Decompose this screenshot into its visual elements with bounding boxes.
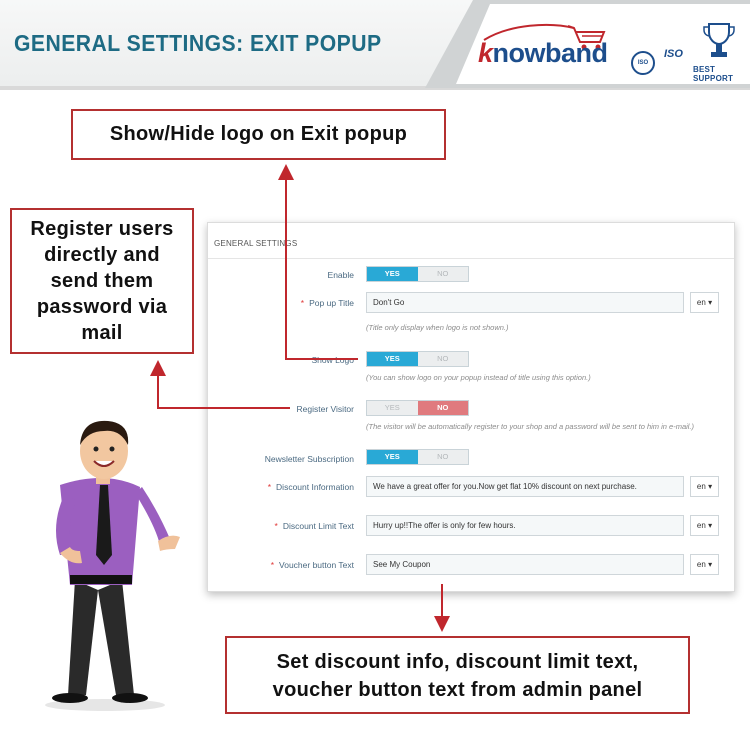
popup-title-input[interactable]: Don't Go bbox=[366, 292, 684, 313]
callout-discount-settings bbox=[225, 636, 690, 714]
callout-line: directly and bbox=[44, 244, 160, 266]
general-settings-panel bbox=[207, 222, 735, 592]
required-marker: * bbox=[274, 521, 278, 531]
required-marker: * bbox=[267, 482, 272, 492]
newsletter-toggle[interactable] bbox=[366, 449, 469, 465]
enable-toggle[interactable] bbox=[366, 266, 469, 282]
caret-down-icon: ▾ bbox=[708, 298, 713, 307]
newsletter-no-option[interactable]: NO bbox=[418, 450, 469, 464]
register-visitor-no-option[interactable]: NO bbox=[418, 401, 469, 415]
callout-line: voucher button text from admin panel bbox=[272, 679, 643, 701]
voucher-text-input[interactable]: See My Coupon bbox=[366, 554, 684, 575]
required-marker: * bbox=[270, 560, 275, 570]
voucher-text-lang-dropdown[interactable] bbox=[690, 554, 719, 575]
discount-limit-lang-dropdown[interactable] bbox=[690, 515, 719, 536]
brand-logo-initial: k bbox=[478, 38, 493, 68]
register-visitor-yes-option[interactable]: YES bbox=[367, 401, 418, 415]
page-title: GENERAL SETTINGS: EXIT POPUP bbox=[14, 30, 382, 56]
panel-divider bbox=[208, 258, 734, 259]
presenter-character-illustration bbox=[20, 415, 190, 715]
show-logo-label: Show Logo bbox=[311, 355, 354, 365]
header-banner bbox=[0, 0, 750, 90]
caret-down-icon: ▾ bbox=[708, 482, 713, 491]
show-logo-help: (You can show logo on your popup instead of title using this option.) bbox=[366, 373, 591, 382]
enable-label: Enable bbox=[327, 270, 354, 280]
brand-logo-text: nowband bbox=[492, 38, 608, 68]
popup-title-label bbox=[301, 298, 354, 308]
best-support-label: BEST SUPPORT bbox=[693, 65, 734, 83]
trophy-icon bbox=[703, 20, 735, 62]
voucher-text-lang-value: en bbox=[696, 560, 706, 569]
voucher-text-label-text: Voucher button Text bbox=[279, 560, 354, 570]
iso-badge-2: ISO bbox=[664, 48, 683, 60]
show-logo-yes-option[interactable]: YES bbox=[367, 352, 418, 366]
panel-heading: GENERAL SETTINGS bbox=[214, 239, 298, 248]
discount-info-label-text: Discount Information bbox=[276, 482, 354, 492]
enable-no-option[interactable]: NO bbox=[418, 267, 469, 281]
caret-down-icon: ▾ bbox=[708, 521, 713, 530]
popup-title-label-text: Pop up Title bbox=[309, 298, 354, 308]
discount-limit-label-text: Discount Limit Text bbox=[282, 521, 354, 531]
enable-yes-option[interactable]: YES bbox=[367, 267, 418, 281]
voucher-text-label bbox=[271, 560, 354, 570]
caret-down-icon: ▾ bbox=[708, 560, 713, 569]
register-visitor-label: Register Visitor bbox=[296, 404, 354, 414]
discount-info-lang-dropdown[interactable] bbox=[690, 476, 719, 497]
discount-limit-input[interactable]: Hurry up!!The offer is only for few hours. bbox=[366, 515, 684, 536]
show-logo-no-option[interactable]: NO bbox=[418, 352, 469, 366]
popup-title-help: (Title only display when logo is not shown.) bbox=[366, 323, 509, 332]
discount-info-input[interactable]: We have a great offer for you.Now get flat 10% discount on next purchase. bbox=[366, 476, 684, 497]
required-marker: * bbox=[300, 298, 305, 308]
callout-register-users bbox=[10, 208, 194, 354]
callout-line: password via bbox=[36, 296, 168, 318]
discount-limit-lang-value: en bbox=[696, 521, 706, 530]
callout-line: send them bbox=[50, 270, 154, 292]
callout-line: mail bbox=[81, 322, 123, 344]
newsletter-yes-option[interactable]: YES bbox=[367, 450, 418, 464]
iso-badge-text: ISO bbox=[637, 60, 649, 66]
popup-title-lang-dropdown[interactable] bbox=[690, 292, 719, 313]
callout-line: Register users bbox=[30, 218, 174, 240]
popup-title-lang-value: en bbox=[696, 298, 706, 307]
iso-badge-icon bbox=[631, 51, 655, 75]
brand-logo bbox=[478, 38, 608, 69]
discount-info-label bbox=[268, 482, 354, 492]
register-visitor-help: (The visitor will be automatically register to your shop and a password will be sent to him in e-mail.) bbox=[366, 422, 695, 431]
register-visitor-toggle[interactable] bbox=[366, 400, 469, 416]
newsletter-label: Newsletter Subscription bbox=[264, 454, 354, 464]
callout-line: Set discount info, discount limit text, bbox=[276, 651, 639, 673]
discount-info-lang-value: en bbox=[696, 482, 706, 491]
show-logo-toggle[interactable] bbox=[366, 351, 469, 367]
discount-limit-label bbox=[275, 521, 355, 531]
callout-show-hide-logo: Show/Hide logo on Exit popup bbox=[71, 109, 446, 160]
